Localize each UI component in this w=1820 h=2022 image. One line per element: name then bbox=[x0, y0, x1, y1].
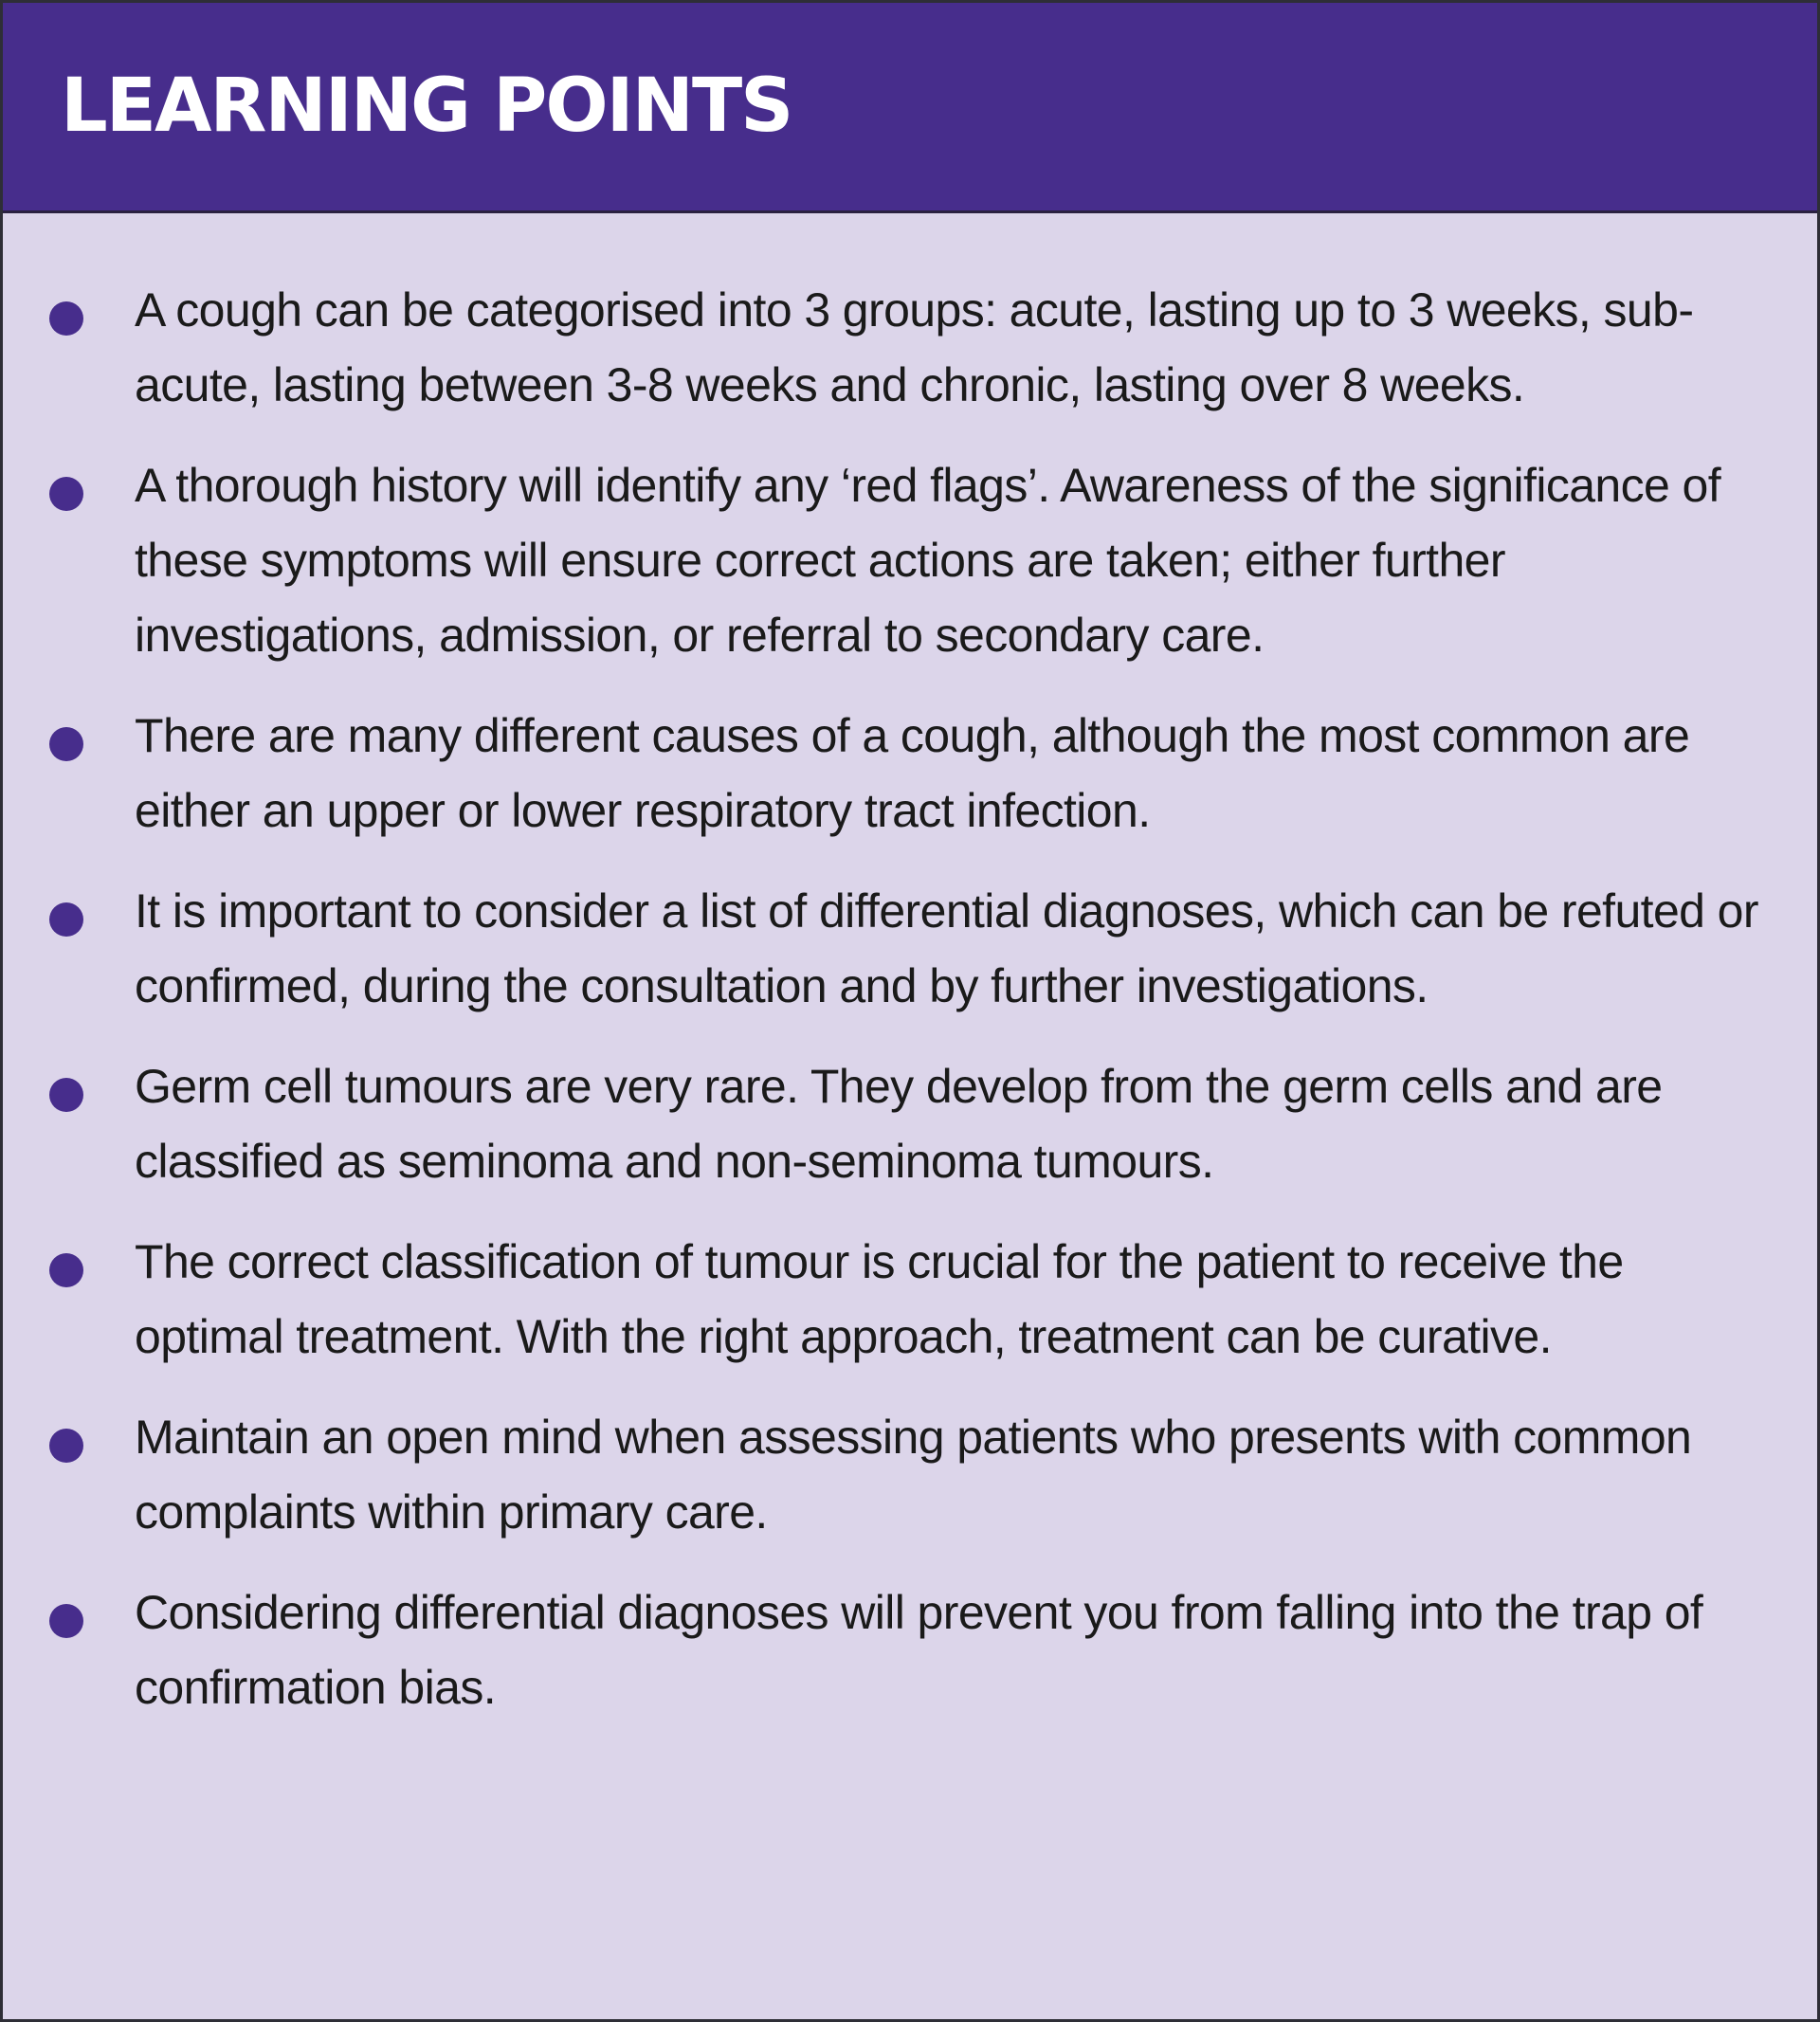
point-text: A cough can be categorised into 3 groups: acute, lasting up to 3 weeks, sub-acute, lasting between 3-8 weeks and chronic, lasting over 8 weeks. bbox=[135, 283, 1694, 411]
list-item bbox=[3, 448, 1817, 673]
list-item bbox=[3, 1225, 1817, 1375]
bullet-icon bbox=[49, 1253, 83, 1287]
learning-points-title: LEARNING POINTS bbox=[61, 64, 792, 149]
point-text: A thorough history will identify any ‘red flags’. Awareness of the significance of these symptoms will ensure correct actions are taken; either further investigations, admission, or referral to secondary care. bbox=[135, 459, 1721, 662]
learning-points-header bbox=[3, 3, 1817, 213]
point-text: Germ cell tumours are very rare. They develop from the germ cells and are classified as seminoma and non-seminoma tumours. bbox=[135, 1060, 1663, 1188]
list-item bbox=[3, 1049, 1817, 1199]
list-item bbox=[3, 1576, 1817, 1725]
list-item bbox=[3, 273, 1817, 423]
list-item bbox=[3, 874, 1817, 1024]
learning-points-list bbox=[3, 273, 1817, 1751]
point-text: There are many different causes of a cough, although the most common are either an upper or lower respiratory tract infection. bbox=[135, 709, 1690, 837]
point-text: Maintain an open mind when assessing patients who presents with common complaints within primary care. bbox=[135, 1411, 1692, 1539]
bullet-icon bbox=[49, 301, 83, 336]
point-text: The correct classification of tumour is crucial for the patient to receive the optimal treatment. With the right approach, treatment can be curative. bbox=[135, 1235, 1624, 1363]
point-text: It is important to consider a list of differential diagnoses, which can be refuted or confirmed, during the consultation and by further investigations. bbox=[135, 884, 1758, 1012]
bullet-icon bbox=[49, 902, 83, 937]
bullet-icon bbox=[49, 1604, 83, 1638]
bullet-icon bbox=[49, 1429, 83, 1463]
bullet-icon bbox=[49, 1078, 83, 1112]
bullet-icon bbox=[49, 477, 83, 511]
list-item bbox=[3, 1400, 1817, 1550]
bullet-icon bbox=[49, 727, 83, 761]
point-text: Considering differential diagnoses will prevent you from falling into the trap of confirmation bias. bbox=[135, 1586, 1703, 1714]
list-item bbox=[3, 699, 1817, 848]
